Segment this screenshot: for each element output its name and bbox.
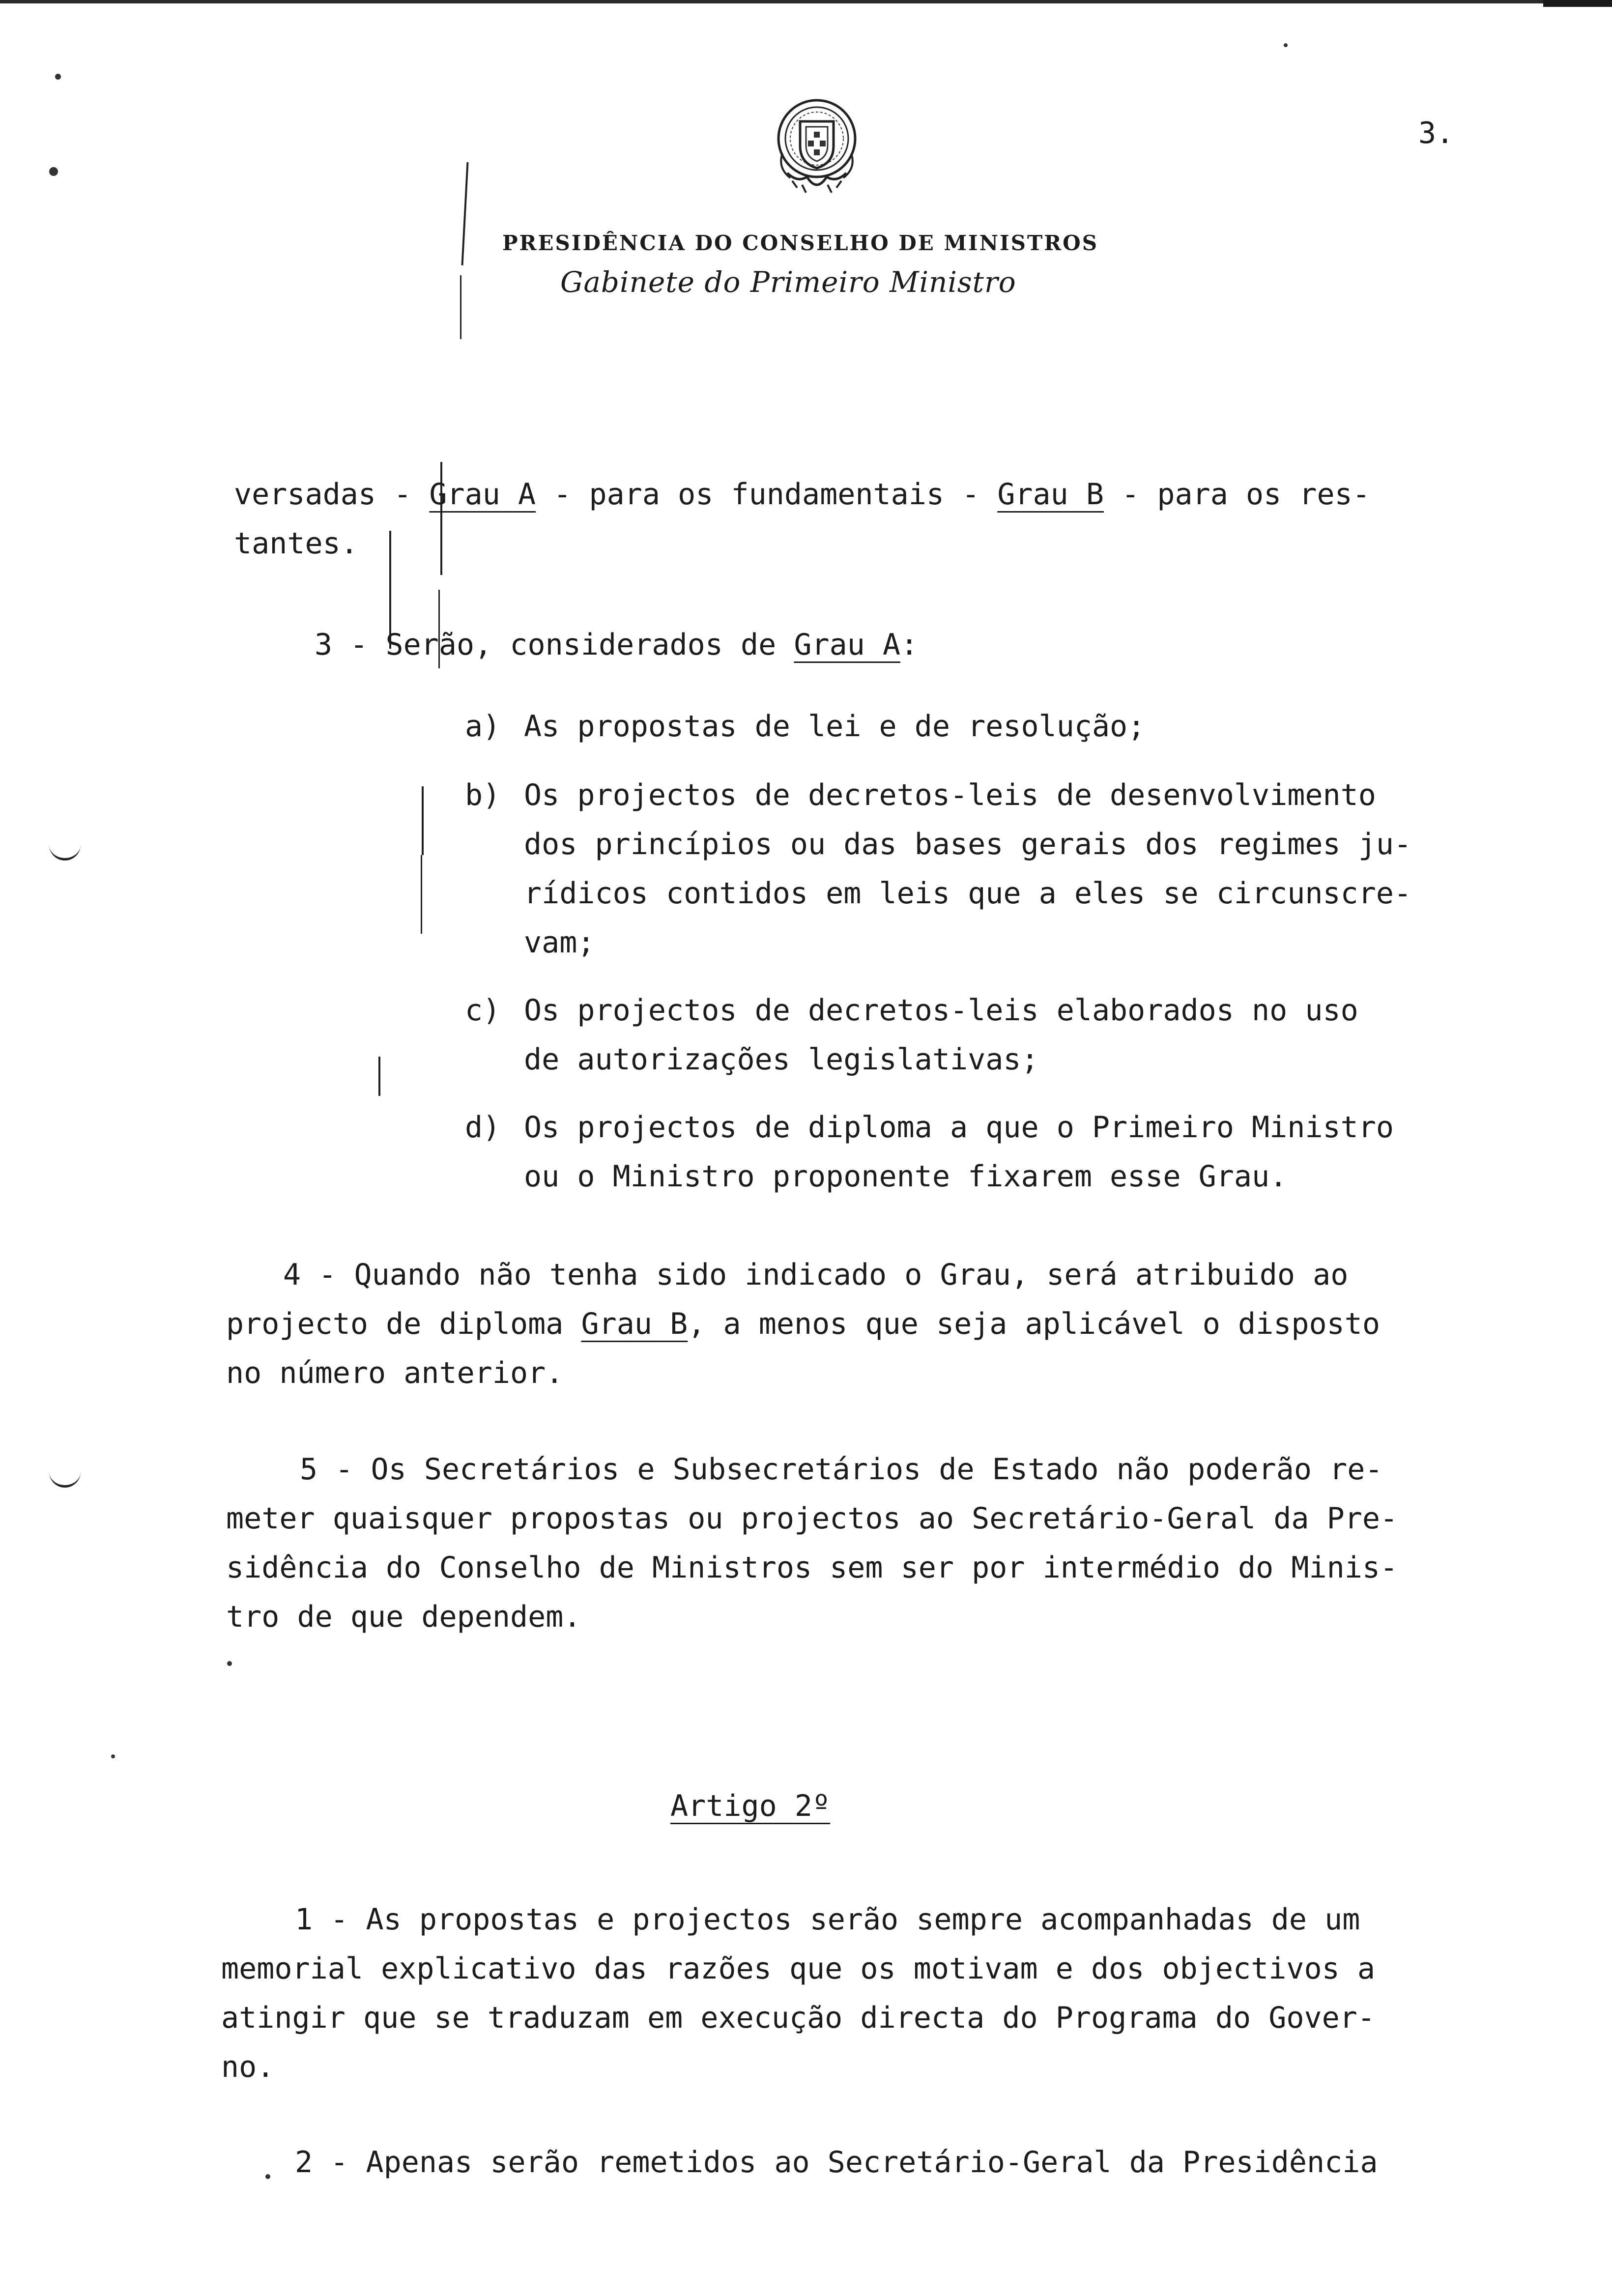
list-item-text: vam; [524, 925, 595, 960]
text-line: sidência do Conselho de Ministros sem ser por intermédio do Minis- [226, 1550, 1398, 1585]
margin-pencil-mark [421, 855, 422, 934]
list-item-text: rídicos contidos em leis que a eles se circunscre- [524, 876, 1412, 911]
margin-pencil-mark [422, 786, 424, 855]
grau-a-underlined: Grau A [429, 477, 536, 512]
list-item-text: dos princípios ou das bases gerais dos regimes ju- [524, 827, 1412, 861]
text-line: no. [221, 2050, 275, 2084]
list-item-text: ou o Ministro proponente fixarem esse Grau. [524, 1159, 1288, 1194]
scan-speck [1284, 43, 1288, 47]
text-line: tro de que dependem. [226, 1600, 581, 1634]
list-item-label: a) [465, 709, 501, 744]
scan-speck [265, 2174, 270, 2179]
text-line: 2 - Apenas serão remetidos ao Secretário-Geral da Presidência [295, 2145, 1378, 2180]
coat-of-arms-seal-icon [768, 94, 866, 202]
text-line: 1 - As propostas e projectos serão sempre acompanhadas de um [295, 1902, 1360, 1937]
margin-pencil-mark [460, 275, 461, 339]
list-item-label: b) [465, 778, 501, 812]
grau-b-underlined: Grau B [581, 1307, 688, 1341]
list-item-text: Os projectos de decretos-leis elaborados no uso [524, 993, 1358, 1028]
list-item-text: Os projectos de diploma a que o Primeiro Ministro [524, 1110, 1394, 1145]
text-line: versadas - Grau A - para os fundamentais - Grau B - para os res- [234, 477, 1370, 512]
margin-pencil-mark [378, 1057, 380, 1096]
text-line: 5 - Os Secretários e Subsecretários de Estado não poderão re- [300, 1452, 1383, 1487]
article-heading: Artigo 2º [670, 1789, 831, 1823]
text-line: projecto de diploma Grau B, a menos que seja aplicável o disposto [226, 1307, 1381, 1341]
office-subheading: Gabinete do Primeiro Ministro [560, 265, 1016, 299]
text-line: no número anterior. [226, 1356, 564, 1390]
text-line: 4 - Quando não tenha sido indicado o Grau, será atribuido ao [283, 1258, 1349, 1292]
grau-b-underlined: Grau B [997, 477, 1104, 512]
scan-top-edge-corner [1543, 0, 1612, 7]
text-line: meter quaisquer propostas ou projectos ao Secretário-Geral da Pre- [226, 1501, 1398, 1536]
list-item-label: c) [465, 993, 501, 1028]
scan-speck [111, 1754, 115, 1758]
list-item-text: de autorizações legislativas; [524, 1042, 1039, 1077]
paragraph-3-heading: 3 - Serão, considerados de Grau A: [315, 628, 919, 662]
margin-check-mark [49, 842, 81, 861]
list-item-label: d) [465, 1110, 501, 1145]
scan-speck [49, 167, 58, 176]
scan-speck [227, 1661, 232, 1666]
grau-a-underlined: Grau A [794, 628, 901, 662]
list-item-text: Os projectos de decretos-leis de desenvolvimento [524, 778, 1376, 812]
text-line: memorial explicativo das razões que os motivam e dos objectivos a [221, 1952, 1375, 1986]
margin-check-mark [49, 1469, 81, 1488]
margin-pencil-mark [461, 162, 469, 265]
page-number: 3. [1418, 116, 1454, 150]
text-line: tantes. [234, 526, 358, 561]
list-item-text: As propostas de lei e de resolução; [524, 709, 1146, 744]
institution-heading: PRESIDÊNCIA DO CONSELHO DE MINISTROS [502, 231, 1099, 255]
scan-speck [55, 74, 61, 80]
text-line: atingir que se traduzam em execução directa do Programa do Gover- [221, 2001, 1375, 2035]
scan-top-edge-line [0, 0, 1612, 3]
